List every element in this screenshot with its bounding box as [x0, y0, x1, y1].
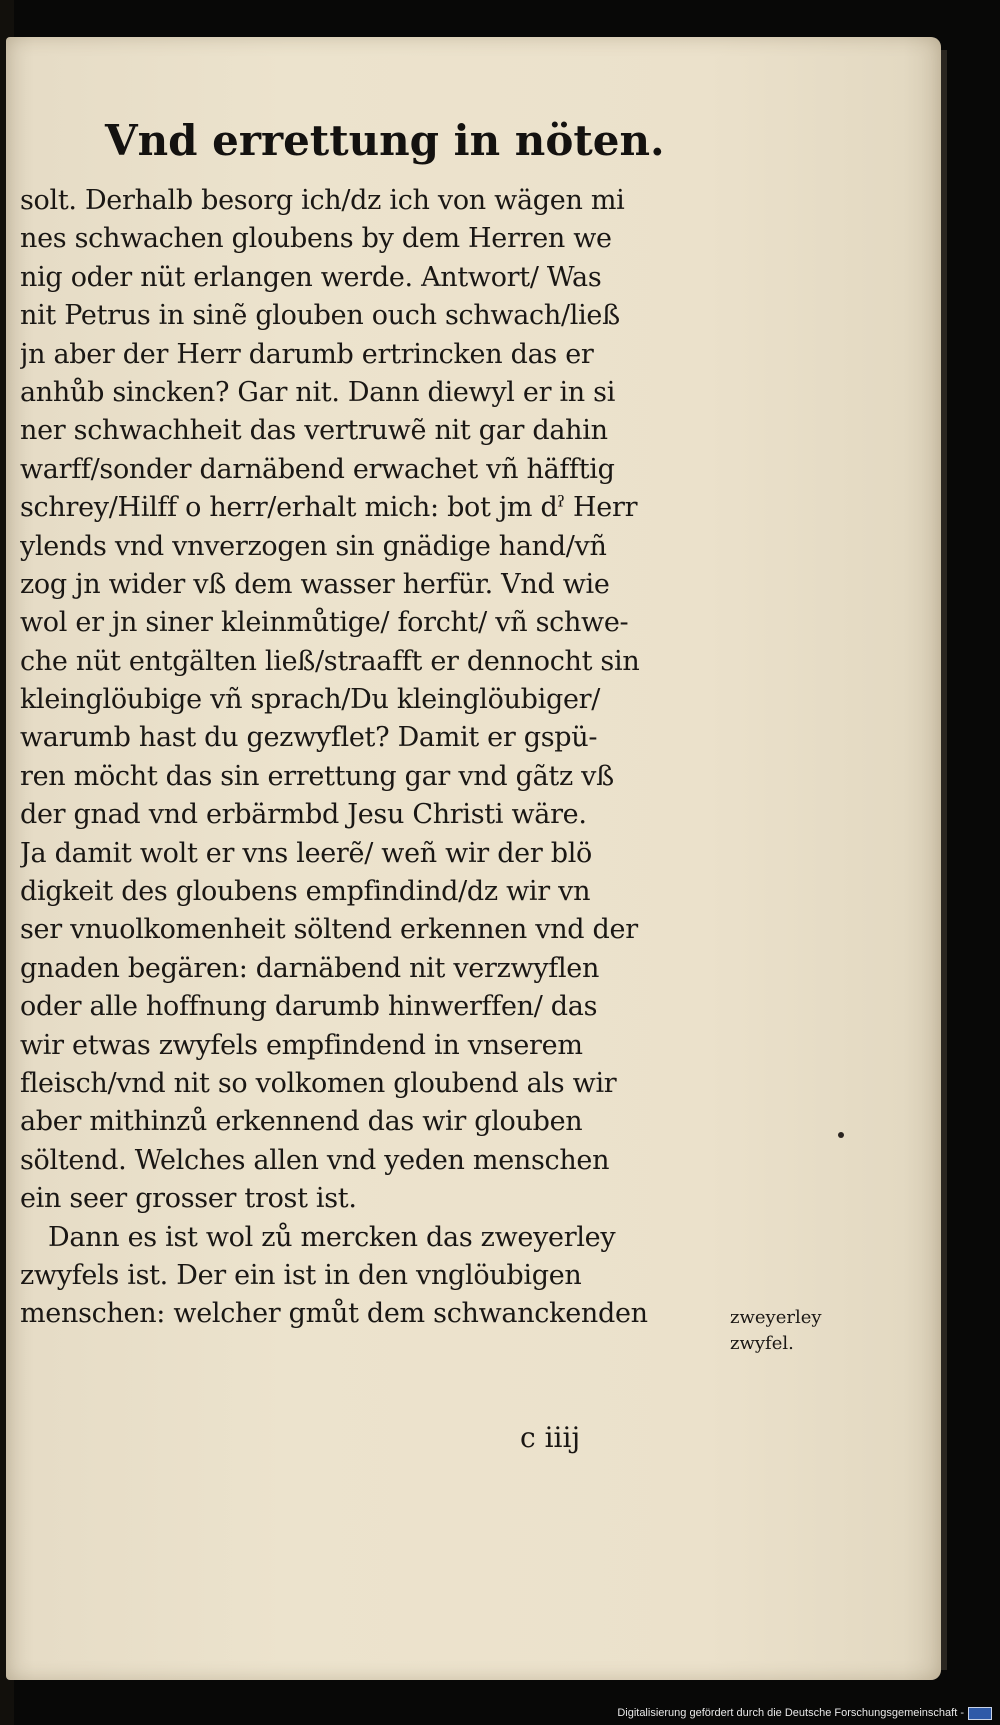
text-line: wir etwas zwyfels empfindend in vnserem — [20, 1029, 583, 1061]
text-line: nes schwachen gloubens by dem Herren we — [20, 223, 612, 255]
text-line: Dann es ist wol zů mercken das zweyerley — [48, 1221, 616, 1253]
text-line: fleisch/vnd nit so volkomen gloubend als wir — [20, 1067, 617, 1099]
text-line: solt. Derhalb besorg ich/dz ich von wägen mi — [20, 185, 625, 216]
text-line: ner schwachheit das vertruwẽ nit gar dahin — [20, 415, 608, 447]
text-line: digkeit des gloubens empfindind/dz wir vn — [20, 876, 591, 908]
text-line: söltend. Welches allen vnd yeden menschen — [20, 1144, 610, 1176]
text-line: anhůb sincken? Gar nit. Dann diewyl er in si — [20, 376, 616, 408]
ink-speck — [838, 1132, 844, 1138]
text-line: warff/sonder darnäbend erwachet vñ häfftig — [20, 453, 615, 485]
text-line: kleinglöubige vñ sprach/Du kleinglöubiger/ — [20, 684, 601, 716]
text-line: menschen: welcher gmůt dem schwanckenden — [20, 1298, 648, 1330]
text-line: aber mithinzů erkennend das wir glouben — [20, 1106, 583, 1138]
text-line: wol er jn siner kleinmůtige/ forcht/ vñ schwe- — [20, 607, 629, 639]
marginal-note — [730, 1305, 870, 1357]
text-line: schrey/Hilff o herr/erhalt mich: bot jm dˀ Herr — [20, 492, 638, 524]
text-line: gnaden begären: darnäbend nit verzwyflen — [20, 952, 600, 984]
text-line: zog jn wider vß dem wasser herfür. Vnd wie — [20, 568, 610, 600]
text-line: nig oder nüt erlangen werde. Antwort/ Was — [20, 261, 602, 293]
running-title: Vnd errettung in nöten. — [105, 116, 665, 165]
text-line: che nüt entgälten ließ/straafft er dennocht sin — [20, 645, 640, 677]
text-line: Ja damit wolt er vns leerẽ/ weñ wir der blö — [20, 837, 593, 869]
text-line: ein seer grosser trost ist. — [20, 1183, 357, 1215]
text-line: ylends vnd vnverzogen sin gnädige hand/vñ — [20, 530, 607, 562]
text-line: zwyfels ist. Der ein ist in den vnglöubigen — [20, 1259, 582, 1291]
text-line: ren möcht das sin errettung gar vnd gãtz vß — [20, 760, 614, 792]
footer-credit: Digitalisierung gefördert durch die Deutsche Forschungsgemeinschaft - — [617, 1707, 964, 1719]
text-line: warumb hast du gezwyflet? Damit er gspü- — [20, 722, 598, 754]
marginal-note-line: zweyerley — [730, 1307, 822, 1328]
signature-mark: c iiij — [520, 1421, 581, 1454]
text-line: der gnad vnd erbärmbd Jesu Christi wäre. — [20, 799, 587, 831]
marginal-note-line: zwyfel. — [730, 1333, 794, 1354]
footer — [617, 1705, 992, 1721]
dfg-logo-icon — [968, 1707, 992, 1720]
text-line: ser vnuolkomenheit söltend erkennen vnd der — [20, 914, 638, 946]
text-line: oder alle hoffnung darumb hinwerffen/ das — [20, 991, 598, 1023]
page-edge — [941, 50, 947, 1670]
text-line: jn aber der Herr darumb ertrincken das er — [20, 338, 594, 370]
text-line: nit Petrus in sinẽ glouben ouch schwach/ließ — [20, 300, 620, 332]
body-text — [20, 182, 726, 1334]
